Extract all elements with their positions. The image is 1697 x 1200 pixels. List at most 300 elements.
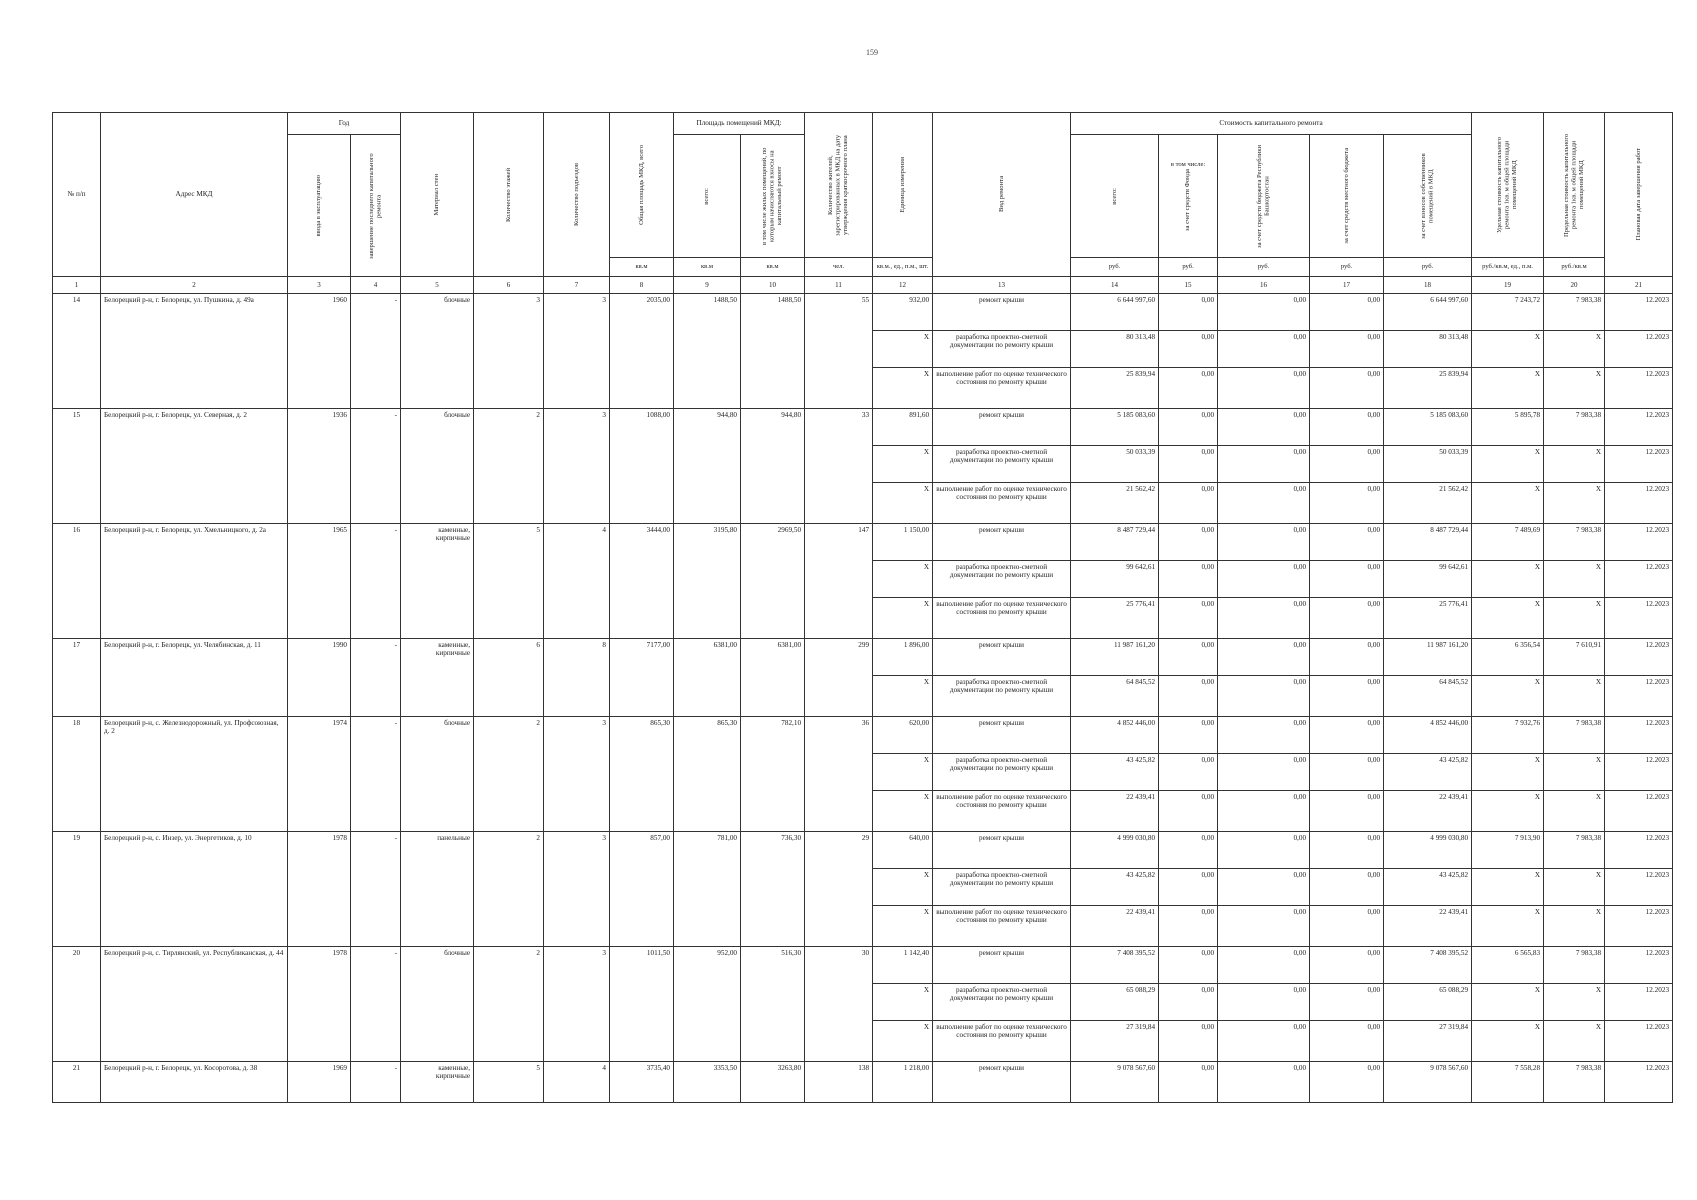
work-cost-total: 80 313,48	[1071, 331, 1159, 368]
unit-cost-local: руб.	[1310, 258, 1384, 277]
work-max-cost: X	[1544, 906, 1605, 947]
record-last-repair: -	[351, 717, 401, 832]
work-cost-fund: 0,00	[1159, 1062, 1218, 1103]
work-cost-owners: 8 487 729,44	[1384, 524, 1472, 561]
record-entrances: 3	[544, 947, 610, 1062]
column-number: 19	[1472, 277, 1544, 294]
record-year: 1974	[288, 717, 351, 832]
record-total-area: 1011,50	[610, 947, 674, 1062]
record-last-repair: -	[351, 409, 401, 524]
header-premises-all-text: всего:	[703, 187, 711, 205]
work-cost-republic: 0,00	[1218, 676, 1310, 717]
header-residents-text: Количество жителей, зарегистрированных в МКД на дату утверждения краткосрочного плана	[827, 134, 850, 236]
work-quantity: X	[873, 676, 933, 717]
column-number: 5	[401, 277, 474, 294]
work-cost-republic: 0,00	[1218, 791, 1310, 832]
record-address: Белорецкий р-н, г. Белорецк, ул. Пушкина, д. 49а	[101, 294, 288, 409]
record-entrances: 4	[544, 1062, 610, 1103]
work-type: ремонт крыши	[933, 717, 1071, 754]
record-entrances: 3	[544, 832, 610, 947]
work-quantity: 640,00	[873, 832, 933, 869]
table-row	[53, 717, 1673, 754]
record-total-area: 865,30	[610, 717, 674, 832]
header-year-commission	[288, 135, 351, 277]
work-type: разработка проектно-сметной документации по ремонту крыши	[933, 869, 1071, 906]
record-premises: 3195,80	[674, 524, 741, 639]
work-unit-cost: X	[1472, 331, 1544, 368]
header-cost-fund	[1159, 135, 1218, 258]
header-planned-date-text: Плановая дата завершения работ	[1634, 148, 1642, 241]
record-floors: 5	[474, 524, 544, 639]
record-premises-fee: 3263,80	[741, 1062, 805, 1103]
work-unit-cost: X	[1472, 791, 1544, 832]
record-number: 16	[53, 524, 101, 639]
work-cost-fund: 0,00	[1159, 947, 1218, 984]
work-cost-owners: 22 439,41	[1384, 906, 1472, 947]
work-cost-owners: 6 644 997,60	[1384, 294, 1472, 331]
work-max-cost: X	[1544, 1021, 1605, 1062]
record-material: блочные	[401, 409, 474, 524]
record-premises: 952,00	[674, 947, 741, 1062]
work-cost-republic: 0,00	[1218, 1021, 1310, 1062]
header-premises-fee-text: в том числе жилых помещений, по которым начисляются взносы на капитальный ремонт	[761, 147, 784, 245]
work-type: разработка проектно-сметной документации по ремонту крыши	[933, 754, 1071, 791]
work-max-cost: X	[1544, 676, 1605, 717]
work-unit-cost: 6 356,54	[1472, 639, 1544, 676]
work-type: выполнение работ по оценке технического состояния по ремонту крыши	[933, 598, 1071, 639]
work-cost-total: 22 439,41	[1071, 906, 1159, 947]
record-total-area: 3735,40	[610, 1062, 674, 1103]
work-cost-fund: 0,00	[1159, 368, 1218, 409]
work-max-cost: 7 983,38	[1544, 524, 1605, 561]
record-total-area: 7177,00	[610, 639, 674, 717]
record-year: 1960	[288, 294, 351, 409]
work-quantity: X	[873, 598, 933, 639]
column-number: 1	[53, 277, 101, 294]
work-cost-owners: 4 999 030,80	[1384, 832, 1472, 869]
header-wall-material	[401, 113, 474, 277]
header-floors-text: Количество этажей	[504, 167, 512, 222]
work-cost-local: 0,00	[1310, 717, 1384, 754]
record-address: Белорецкий р-н, с. Железнодорожный, ул. Профсоюзная, д. 2	[101, 717, 288, 832]
work-cost-total: 7 408 395,52	[1071, 947, 1159, 984]
work-planned-date: 12.2023	[1605, 906, 1673, 947]
header-total-area	[610, 113, 674, 258]
work-quantity: X	[873, 561, 933, 598]
work-cost-local: 0,00	[1310, 1062, 1384, 1103]
work-cost-local: 0,00	[1310, 791, 1384, 832]
table-row	[53, 832, 1673, 869]
header-premises-all	[674, 135, 741, 258]
record-residents: 55	[805, 294, 873, 409]
work-cost-republic: 0,00	[1218, 754, 1310, 791]
work-cost-republic: 0,00	[1218, 368, 1310, 409]
work-type: ремонт крыши	[933, 947, 1071, 984]
work-cost-owners: 99 642,61	[1384, 561, 1472, 598]
work-quantity: 1 142,40	[873, 947, 933, 984]
work-cost-local: 0,00	[1310, 832, 1384, 869]
work-planned-date: 12.2023	[1605, 524, 1673, 561]
work-unit-cost: X	[1472, 446, 1544, 483]
work-cost-owners: 27 319,84	[1384, 1021, 1472, 1062]
record-number: 14	[53, 294, 101, 409]
record-floors: 2	[474, 409, 544, 524]
record-material: блочные	[401, 717, 474, 832]
work-type: разработка проектно-сметной документации по ремонту крыши	[933, 984, 1071, 1021]
column-number: 14	[1071, 277, 1159, 294]
work-planned-date: 12.2023	[1605, 368, 1673, 409]
work-cost-republic: 0,00	[1218, 906, 1310, 947]
work-type: ремонт крыши	[933, 524, 1071, 561]
record-premises-fee: 1488,50	[741, 294, 805, 409]
header-repair-type-text: Вид ремонта	[997, 176, 1005, 213]
unit-cost-owners: руб.	[1384, 258, 1472, 277]
header-cost-owners-text: за счет взносов собственников помещений в МКД	[1419, 153, 1435, 239]
work-unit-cost: 7 243,72	[1472, 294, 1544, 331]
work-cost-republic: 0,00	[1218, 446, 1310, 483]
work-cost-total: 65 088,29	[1071, 984, 1159, 1021]
work-cost-owners: 64 845,52	[1384, 676, 1472, 717]
work-type: разработка проектно-сметной документации по ремонту крыши	[933, 561, 1071, 598]
work-max-cost: 7 983,38	[1544, 717, 1605, 754]
record-premises: 3353,50	[674, 1062, 741, 1103]
work-cost-fund: 0,00	[1159, 791, 1218, 832]
header-premises-fee	[741, 135, 805, 258]
work-cost-fund: 0,00	[1159, 561, 1218, 598]
record-total-area: 1088,00	[610, 409, 674, 524]
work-cost-owners: 11 987 161,20	[1384, 639, 1472, 676]
work-quantity: X	[873, 483, 933, 524]
unit-total-area: кв.м	[610, 258, 674, 277]
column-number: 10	[741, 277, 805, 294]
work-unit-cost: 7 913,90	[1472, 832, 1544, 869]
work-quantity: 620,00	[873, 717, 933, 754]
work-planned-date: 12.2023	[1605, 832, 1673, 869]
table-row	[53, 1062, 1673, 1103]
column-number: 3	[288, 277, 351, 294]
record-residents: 30	[805, 947, 873, 1062]
record-material: каменные, кирпичные	[401, 1062, 474, 1103]
header-incl-text: в том числе:	[1170, 161, 1206, 169]
work-quantity: 932,00	[873, 294, 933, 331]
work-cost-total: 8 487 729,44	[1071, 524, 1159, 561]
record-material: блочные	[401, 294, 474, 409]
work-max-cost: 7 983,38	[1544, 409, 1605, 446]
work-cost-owners: 5 185 083,60	[1384, 409, 1472, 446]
record-last-repair: -	[351, 947, 401, 1062]
work-cost-fund: 0,00	[1159, 717, 1218, 754]
work-cost-owners: 9 078 567,60	[1384, 1062, 1472, 1103]
header-planned-date	[1605, 113, 1673, 277]
record-address: Белорецкий р-н, с. Тирлянский, ул. Республиканская, д. 44	[101, 947, 288, 1062]
column-number: 2	[101, 277, 288, 294]
header-cost-owners	[1384, 135, 1472, 258]
record-number: 20	[53, 947, 101, 1062]
work-max-cost: 7 983,38	[1544, 832, 1605, 869]
work-cost-fund: 0,00	[1159, 754, 1218, 791]
record-last-repair: -	[351, 832, 401, 947]
work-cost-total: 27 319,84	[1071, 1021, 1159, 1062]
work-quantity: X	[873, 1021, 933, 1062]
work-unit-cost: 7 558,28	[1472, 1062, 1544, 1103]
work-quantity: X	[873, 331, 933, 368]
record-residents: 33	[805, 409, 873, 524]
work-cost-fund: 0,00	[1159, 1021, 1218, 1062]
record-number: 18	[53, 717, 101, 832]
record-material: каменные, кирпичные	[401, 639, 474, 717]
work-type: разработка проектно-сметной документации по ремонту крыши	[933, 446, 1071, 483]
work-type: ремонт крыши	[933, 832, 1071, 869]
column-number: 17	[1310, 277, 1384, 294]
work-max-cost: 7 983,38	[1544, 1062, 1605, 1103]
header-cost-fund-text: за счет средств Фонда	[1184, 168, 1192, 231]
work-max-cost: X	[1544, 791, 1605, 832]
work-cost-owners: 25 839,94	[1384, 368, 1472, 409]
work-cost-owners: 43 425,82	[1384, 869, 1472, 906]
header-cost-total-text: всего:	[1110, 187, 1118, 205]
work-cost-republic: 0,00	[1218, 984, 1310, 1021]
work-cost-owners: 25 776,41	[1384, 598, 1472, 639]
work-quantity: X	[873, 869, 933, 906]
column-number: 4	[351, 277, 401, 294]
work-planned-date: 12.2023	[1605, 331, 1673, 368]
work-cost-owners: 80 313,48	[1384, 331, 1472, 368]
work-unit-cost: X	[1472, 598, 1544, 639]
work-cost-fund: 0,00	[1159, 409, 1218, 446]
header-year-last-repair	[351, 135, 401, 277]
capital-repair-register	[52, 112, 1672, 1103]
work-cost-total: 11 987 161,20	[1071, 639, 1159, 676]
record-residents: 138	[805, 1062, 873, 1103]
record-residents: 299	[805, 639, 873, 717]
work-cost-republic: 0,00	[1218, 598, 1310, 639]
record-number: 15	[53, 409, 101, 524]
record-material: блочные	[401, 947, 474, 1062]
work-cost-owners: 65 088,29	[1384, 984, 1472, 1021]
work-cost-owners: 4 852 446,00	[1384, 717, 1472, 754]
column-number: 6	[474, 277, 544, 294]
table-row	[53, 409, 1673, 446]
header-no: № п/п	[53, 113, 101, 277]
work-type: выполнение работ по оценке технического состояния по ремонту крыши	[933, 906, 1071, 947]
record-premises: 865,30	[674, 717, 741, 832]
work-type: разработка проектно-сметной документации по ремонту крыши	[933, 676, 1071, 717]
work-planned-date: 12.2023	[1605, 984, 1673, 1021]
work-planned-date: 12.2023	[1605, 639, 1673, 676]
column-number-row	[53, 277, 1673, 294]
work-cost-fund: 0,00	[1159, 598, 1218, 639]
unit-cost-total: руб.	[1071, 258, 1159, 277]
work-cost-republic: 0,00	[1218, 1062, 1310, 1103]
record-premises-fee: 782,10	[741, 717, 805, 832]
register-body	[53, 294, 1673, 1103]
work-cost-local: 0,00	[1310, 409, 1384, 446]
record-residents: 29	[805, 832, 873, 947]
work-cost-total: 6 644 997,60	[1071, 294, 1159, 331]
work-unit-cost: X	[1472, 906, 1544, 947]
work-cost-owners: 50 033,39	[1384, 446, 1472, 483]
work-cost-republic: 0,00	[1218, 409, 1310, 446]
work-planned-date: 12.2023	[1605, 754, 1673, 791]
work-cost-local: 0,00	[1310, 483, 1384, 524]
record-number: 21	[53, 1062, 101, 1103]
work-max-cost: 7 610,91	[1544, 639, 1605, 676]
record-last-repair: -	[351, 524, 401, 639]
work-quantity: X	[873, 368, 933, 409]
record-premises: 944,80	[674, 409, 741, 524]
header-total-area-text: Общая площадь МКД, всего	[637, 145, 645, 225]
column-number: 21	[1605, 277, 1673, 294]
table-row	[53, 639, 1673, 676]
record-entrances: 4	[544, 524, 610, 639]
record-floors: 2	[474, 832, 544, 947]
work-planned-date: 12.2023	[1605, 598, 1673, 639]
header-cost-republic-text: за счет средств бюджета Республики Башкортостан	[1255, 144, 1271, 248]
work-cost-republic: 0,00	[1218, 524, 1310, 561]
work-unit-cost: X	[1472, 754, 1544, 791]
header-unit-cost	[1472, 113, 1544, 258]
work-quantity: 1 218,00	[873, 1062, 933, 1103]
column-number: 13	[933, 277, 1071, 294]
header-year-commission-text: ввода в эксплуатацию	[315, 174, 323, 237]
column-number: 11	[805, 277, 873, 294]
work-type: выполнение работ по оценке технического состояния по ремонту крыши	[933, 1021, 1071, 1062]
header-entrances	[544, 113, 610, 277]
record-address: Белорецкий р-н, г. Белорецк, ул. Хмельницкого, д. 2а	[101, 524, 288, 639]
header-repair-type	[933, 113, 1071, 277]
column-number: 16	[1218, 277, 1310, 294]
record-premises-fee: 516,30	[741, 947, 805, 1062]
work-cost-fund: 0,00	[1159, 676, 1218, 717]
work-cost-total: 21 562,42	[1071, 483, 1159, 524]
record-address: Белорецкий р-н, г. Белорецк, ул. Северная, д. 2	[101, 409, 288, 524]
unit-measure: кв.м., ед., п.м., шт.	[873, 258, 933, 277]
work-cost-total: 4 852 446,00	[1071, 717, 1159, 754]
record-year: 1969	[288, 1062, 351, 1103]
header-entrances-text: Количество подъездов	[572, 163, 580, 226]
work-max-cost: 7 983,38	[1544, 947, 1605, 984]
work-quantity: X	[873, 791, 933, 832]
work-cost-republic: 0,00	[1218, 869, 1310, 906]
work-cost-republic: 0,00	[1218, 639, 1310, 676]
header-max-cost-text: Предельная стоимость капитального ремонта 1кв. м общей площади помещений МКД	[1562, 133, 1585, 237]
work-quantity: 891,60	[873, 409, 933, 446]
header-cost-local-text: за счет средств местного бюджета	[1342, 148, 1350, 244]
work-max-cost: X	[1544, 483, 1605, 524]
work-cost-local: 0,00	[1310, 1021, 1384, 1062]
work-max-cost: 7 983,38	[1544, 294, 1605, 331]
record-premises: 781,00	[674, 832, 741, 947]
work-unit-cost: 7 932,76	[1472, 717, 1544, 754]
unit-residents: чел.	[805, 258, 873, 277]
record-floors: 6	[474, 639, 544, 717]
work-max-cost: X	[1544, 984, 1605, 1021]
column-number: 20	[1544, 277, 1605, 294]
record-entrances: 3	[544, 409, 610, 524]
work-cost-fund: 0,00	[1159, 483, 1218, 524]
work-cost-republic: 0,00	[1218, 717, 1310, 754]
column-number: 12	[873, 277, 933, 294]
work-type: выполнение работ по оценке технического состояния по ремонту крыши	[933, 483, 1071, 524]
work-unit-cost: 7 489,69	[1472, 524, 1544, 561]
work-cost-total: 22 439,41	[1071, 791, 1159, 832]
record-year: 1978	[288, 947, 351, 1062]
record-floors: 2	[474, 717, 544, 832]
work-cost-total: 25 776,41	[1071, 598, 1159, 639]
table-row	[53, 524, 1673, 561]
work-max-cost: X	[1544, 331, 1605, 368]
work-cost-total: 5 185 083,60	[1071, 409, 1159, 446]
work-cost-total: 43 425,82	[1071, 869, 1159, 906]
header-unit-cost-text: Удельная стоимость капитального ремонта 1кв. м общей площади помещений МКД	[1496, 137, 1519, 234]
work-cost-republic: 0,00	[1218, 832, 1310, 869]
work-type: ремонт крыши	[933, 294, 1071, 331]
column-number: 18	[1384, 277, 1472, 294]
record-entrances: 3	[544, 294, 610, 409]
record-address: Белорецкий р-н, г. Белорецк, ул. Челябинская, д. 11	[101, 639, 288, 717]
work-max-cost: X	[1544, 598, 1605, 639]
work-cost-total: 64 845,52	[1071, 676, 1159, 717]
work-unit-cost: X	[1472, 869, 1544, 906]
work-cost-republic: 0,00	[1218, 331, 1310, 368]
record-floors: 3	[474, 294, 544, 409]
work-cost-local: 0,00	[1310, 446, 1384, 483]
work-cost-fund: 0,00	[1159, 639, 1218, 676]
record-last-repair: -	[351, 1062, 401, 1103]
work-unit-cost: X	[1472, 561, 1544, 598]
record-year: 1978	[288, 832, 351, 947]
record-premises-fee: 6381,00	[741, 639, 805, 717]
header-address: Адрес МКД	[101, 113, 288, 277]
header-cost-group: Стоимость капитального ремонта	[1071, 113, 1472, 135]
work-unit-cost: X	[1472, 1021, 1544, 1062]
record-last-repair: -	[351, 639, 401, 717]
work-unit-cost: 6 565,83	[1472, 947, 1544, 984]
header-year-group: Год	[288, 113, 401, 135]
column-number: 15	[1159, 277, 1218, 294]
record-total-area: 2035,00	[610, 294, 674, 409]
record-residents: 147	[805, 524, 873, 639]
work-unit-cost: X	[1472, 984, 1544, 1021]
work-planned-date: 12.2023	[1605, 561, 1673, 598]
work-cost-fund: 0,00	[1159, 832, 1218, 869]
record-address: Белорецкий р-н, г. Белорецк, ул. Косоротова, д. 38	[101, 1062, 288, 1103]
work-quantity: 1 896,00	[873, 639, 933, 676]
work-cost-fund: 0,00	[1159, 869, 1218, 906]
record-number: 17	[53, 639, 101, 717]
work-cost-fund: 0,00	[1159, 331, 1218, 368]
work-quantity: X	[873, 754, 933, 791]
work-cost-republic: 0,00	[1218, 294, 1310, 331]
header-cost-republic	[1218, 135, 1310, 258]
column-number: 8	[610, 277, 674, 294]
work-cost-fund: 0,00	[1159, 906, 1218, 947]
work-cost-local: 0,00	[1310, 368, 1384, 409]
record-entrances: 3	[544, 717, 610, 832]
header-residents	[805, 113, 873, 258]
work-cost-fund: 0,00	[1159, 294, 1218, 331]
record-premises-fee: 944,80	[741, 409, 805, 524]
record-total-area: 857,00	[610, 832, 674, 947]
header-premises-group: Площадь помещений МКД:	[674, 113, 805, 135]
unit-unit-cost: руб./кв.м, ед., п.м.	[1472, 258, 1544, 277]
work-planned-date: 12.2023	[1605, 1021, 1673, 1062]
record-premises: 1488,50	[674, 294, 741, 409]
header-wall-material-text: Материал стен	[433, 173, 441, 216]
work-cost-owners: 43 425,82	[1384, 754, 1472, 791]
column-number: 7	[544, 277, 610, 294]
record-year: 1936	[288, 409, 351, 524]
